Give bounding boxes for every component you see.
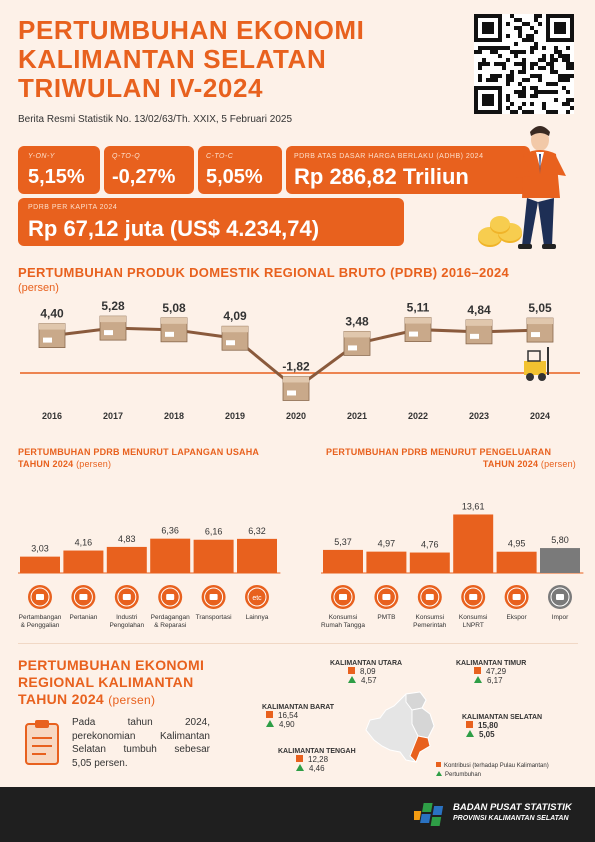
ctc-value: 5,05% — [206, 166, 263, 188]
pdrb-value-label: 5,08 — [162, 300, 186, 315]
province-kaltim — [456, 660, 526, 685]
title-line-2: KALIMANTAN SELATAN — [18, 44, 327, 74]
regional-text-line-1: Pada tahun 2024, — [72, 717, 210, 728]
bar-category-label: Transportasi — [195, 614, 232, 621]
growth-up-icon — [474, 676, 482, 683]
pdrb-point-box — [222, 326, 248, 350]
section-divider — [18, 643, 578, 644]
bar — [323, 550, 363, 573]
regional-text-line-2: perekonomian Kalimantan — [72, 730, 210, 742]
pdrb-line-chart — [0, 295, 595, 430]
pdrb-value-label: 5,05 — [528, 301, 552, 316]
kalimantan-map — [360, 690, 450, 770]
legend-growth: Pertumbuhan — [445, 772, 482, 778]
pengeluaran-bar-chart — [310, 470, 595, 635]
pdrb-value-label: -1,82 — [282, 359, 310, 374]
shopping-cart-icon — [158, 585, 182, 609]
bar — [366, 552, 406, 573]
coins-icon — [472, 214, 532, 250]
contribution-marker — [474, 667, 481, 674]
pdrb-year-label: 2016 — [41, 411, 63, 421]
pdrb-year-label: 2023 — [468, 411, 490, 421]
bar-category-label: Lainnya — [245, 614, 269, 621]
release-subtitle: Berita Resmi Statistik No. 13/02/63/Th. XXIX, 5 Februari 2025 — [18, 114, 293, 125]
regional-text-line-4: 5,05 persen. — [72, 757, 128, 769]
bar-value-label: 4,97 — [377, 538, 396, 549]
pdrb-chart-title: PERTUMBUHAN PRODUK DOMESTIK REGIONAL BRUTO (PDRB) 2016–2024 — [18, 265, 510, 280]
province-contribution: 16,54 — [278, 711, 299, 720]
pdrb-year-label: 2021 — [346, 411, 368, 421]
province-contribution: 15,80 — [478, 721, 499, 730]
yoy-value: 5,15% — [28, 166, 85, 188]
bar-category-label: & Reparasi — [154, 622, 187, 629]
pdrb-value-label: 4,84 — [467, 302, 491, 317]
clipboard-icon — [18, 716, 66, 768]
bar-category-label: Ekspor — [506, 614, 527, 621]
title-line-1: PERTUMBUHAN EKONOMI — [18, 15, 365, 45]
qtq-label: Q-TO-Q — [112, 153, 141, 160]
pdrb-point-box — [161, 318, 187, 342]
forklift-icon — [524, 347, 548, 381]
bar-category-label: Konsumsi — [458, 614, 488, 621]
contribution-marker — [348, 667, 355, 674]
lapangan-title — [18, 446, 298, 470]
legend-contribution: Kontribusi (terhadap Pulau Kalimantan) — [444, 763, 549, 769]
contribution-marker — [466, 721, 473, 728]
province-name: KALIMANTAN SELATAN — [462, 714, 543, 721]
regional-title-line-2: REGIONAL KALIMANTAN — [18, 674, 194, 690]
province-name: KALIMANTAN TENGAH — [278, 748, 356, 755]
yoy-card — [18, 146, 100, 194]
bar-category-label: Perdagangan — [150, 614, 190, 621]
bar — [410, 553, 450, 573]
government-icon — [418, 585, 442, 609]
bar — [540, 548, 580, 573]
pdrb-year-label: 2024 — [529, 411, 551, 421]
regional-unit: (persen) — [108, 693, 156, 707]
legend-growth-icon — [436, 771, 442, 776]
bar-value-label: 5,37 — [334, 536, 352, 547]
airplane-icon — [202, 585, 226, 609]
lapangan-unit: (persen) — [76, 459, 112, 469]
pdrb-value-label: 3,48 — [345, 314, 369, 329]
bar — [63, 551, 103, 573]
province-name: KALIMANTAN TIMUR — [456, 660, 527, 667]
province-kalteng — [278, 748, 356, 773]
pdrb-value-label: 4,09 — [223, 309, 247, 324]
pengeluaran-title-line-1: PERTUMBUHAN PDRB MENURUT PENGELUARAN — [326, 447, 552, 457]
bar — [237, 539, 277, 573]
bar — [194, 540, 234, 573]
bar — [20, 557, 60, 573]
province-growth: 4,90 — [279, 720, 295, 729]
bar — [497, 552, 537, 573]
growth-up-icon — [266, 720, 274, 727]
regional-description — [72, 716, 210, 770]
pdrb-value-label: 5,28 — [101, 299, 125, 314]
province-kalsel — [462, 714, 542, 739]
pdrb-point-box — [283, 376, 309, 400]
pdrb-point-box — [405, 318, 431, 342]
import-ship-icon — [548, 585, 572, 609]
bar — [107, 547, 147, 573]
bar-value-label: 4,83 — [118, 533, 136, 544]
etc-icon — [245, 585, 269, 609]
growth-up-icon — [466, 730, 474, 737]
qr-code-icon[interactable] — [474, 14, 574, 114]
ctc-card — [198, 146, 282, 194]
pengeluaran-title-line-2: TAHUN 2024 — [482, 459, 539, 469]
page-title — [18, 16, 365, 103]
lapangan-title-line-2: TAHUN 2024 — [18, 459, 74, 469]
bar-category-label: Pertanian — [69, 614, 98, 621]
province-growth: 4,57 — [361, 676, 377, 685]
bar-category-label: Pemerintah — [413, 622, 447, 629]
mining-icon — [28, 585, 52, 609]
pdrb-year-label: 2019 — [224, 411, 246, 421]
growth-up-icon — [296, 764, 304, 771]
bar-category-label: Pertambangan — [18, 614, 62, 621]
qtq-value: -0,27% — [112, 166, 176, 188]
province-contribution: 8,09 — [360, 667, 376, 676]
family-icon — [331, 585, 355, 609]
bar — [150, 539, 190, 573]
bar-category-label: Pengolahan — [109, 622, 145, 629]
leaf-icon — [71, 585, 95, 609]
pdrb-point-box — [527, 318, 553, 342]
regional-title-line-3: TAHUN 2024 — [18, 691, 104, 707]
regional-title-line-1: PERTUMBUHAN EKONOMI — [18, 657, 205, 673]
regional-title — [18, 657, 204, 709]
pdrb-point-box — [39, 324, 65, 348]
bar-category-label: Konsumsi — [415, 614, 445, 621]
growth-up-icon — [348, 676, 356, 683]
bar-category-label: Impor — [551, 614, 569, 621]
bar-value-label: 6,36 — [161, 525, 179, 536]
pdrb-year-label: 2020 — [285, 411, 307, 421]
province-kaltara — [330, 660, 402, 685]
footer-region: PROVINSI KALIMANTAN SELATAN — [453, 815, 569, 822]
bar-value-label: 6,16 — [204, 526, 223, 537]
bar-category-label: & Penggalian — [20, 622, 60, 629]
pdrb-point-box — [100, 316, 126, 340]
lapangan-bar-chart — [0, 470, 300, 635]
province-contribution: 12,28 — [308, 755, 329, 764]
bar-value-label: 3,03 — [31, 543, 49, 554]
regional-text-line-3: Selatan tumbuh sebesar — [72, 744, 210, 755]
yoy-label: Y-ON-Y — [28, 153, 55, 160]
bar-category-label: LNPRT — [462, 622, 484, 629]
pdrb-point-box — [466, 320, 492, 344]
ctc-label: C-TO-C — [206, 153, 234, 160]
pdrb-year-label: 2022 — [407, 411, 429, 421]
province-contribution: 47,29 — [486, 667, 507, 676]
province-growth: 5,05 — [479, 730, 495, 739]
people-icon — [461, 585, 485, 609]
bar-value-label: 13,61 — [461, 501, 485, 512]
bar-value-label: 4,95 — [507, 538, 526, 549]
pengeluaran-unit: (persen) — [540, 459, 576, 469]
percapita-value: Rp 67,12 juta (US$ 4.234,74) — [28, 216, 320, 241]
bps-logo-icon — [414, 801, 448, 829]
percapita-card — [18, 198, 404, 246]
bar — [453, 514, 493, 573]
bar-category-label: Konsumsi — [328, 614, 358, 621]
pdrb-value-label: 4,40 — [40, 306, 64, 321]
province-kalbar — [262, 704, 334, 729]
qtq-card — [104, 146, 194, 194]
pdrb-point-box — [344, 331, 370, 355]
footer-org: BADAN PUSAT STATISTIK — [453, 802, 572, 813]
bar-value-label: 6,32 — [248, 525, 266, 536]
adhb-label: PDRB ATAS DASAR HARGA BERLAKU (ADHB) 2024 — [294, 153, 484, 160]
province-name: KALIMANTAN BARAT — [262, 704, 335, 711]
factory-icon — [115, 585, 139, 609]
export-ship-icon — [505, 585, 529, 609]
bar-category-label: Rumah Tangga — [321, 622, 365, 629]
bar-value-label: 4,76 — [421, 539, 439, 550]
pdrb-year-label: 2017 — [102, 411, 124, 421]
percapita-label: PDRB PER KAPITA 2024 — [28, 204, 118, 211]
etc-icon-label: etc — [252, 595, 262, 602]
lapangan-title-line-1: PERTUMBUHAN PDRB MENURUT LAPANGAN USAHA — [18, 447, 260, 457]
province-name: KALIMANTAN UTARA — [330, 660, 403, 667]
pdrb-value-label: 5,11 — [406, 300, 430, 315]
bar-category-label: PMTB — [377, 614, 396, 621]
contribution-marker — [296, 755, 303, 762]
crane-icon — [374, 585, 398, 609]
bar-value-label: 4,16 — [74, 537, 93, 548]
legend-contribution-marker — [436, 762, 441, 767]
title-line-3: TRIWULAN IV-2024 — [18, 73, 264, 103]
pdrb-year-label: 2018 — [163, 411, 185, 421]
pengeluaran-title — [326, 446, 582, 470]
contribution-marker — [266, 711, 273, 718]
pdrb-chart-unit: (persen) — [18, 282, 59, 294]
province-growth: 4,46 — [309, 764, 325, 773]
bar-value-label: 5,80 — [551, 535, 569, 546]
province-growth: 6,17 — [487, 676, 503, 685]
adhb-value: Rp 286,82 Triliun — [294, 164, 469, 189]
bar-category-label: Industri — [116, 614, 138, 621]
regional-legend — [436, 762, 549, 780]
footer — [0, 787, 595, 842]
